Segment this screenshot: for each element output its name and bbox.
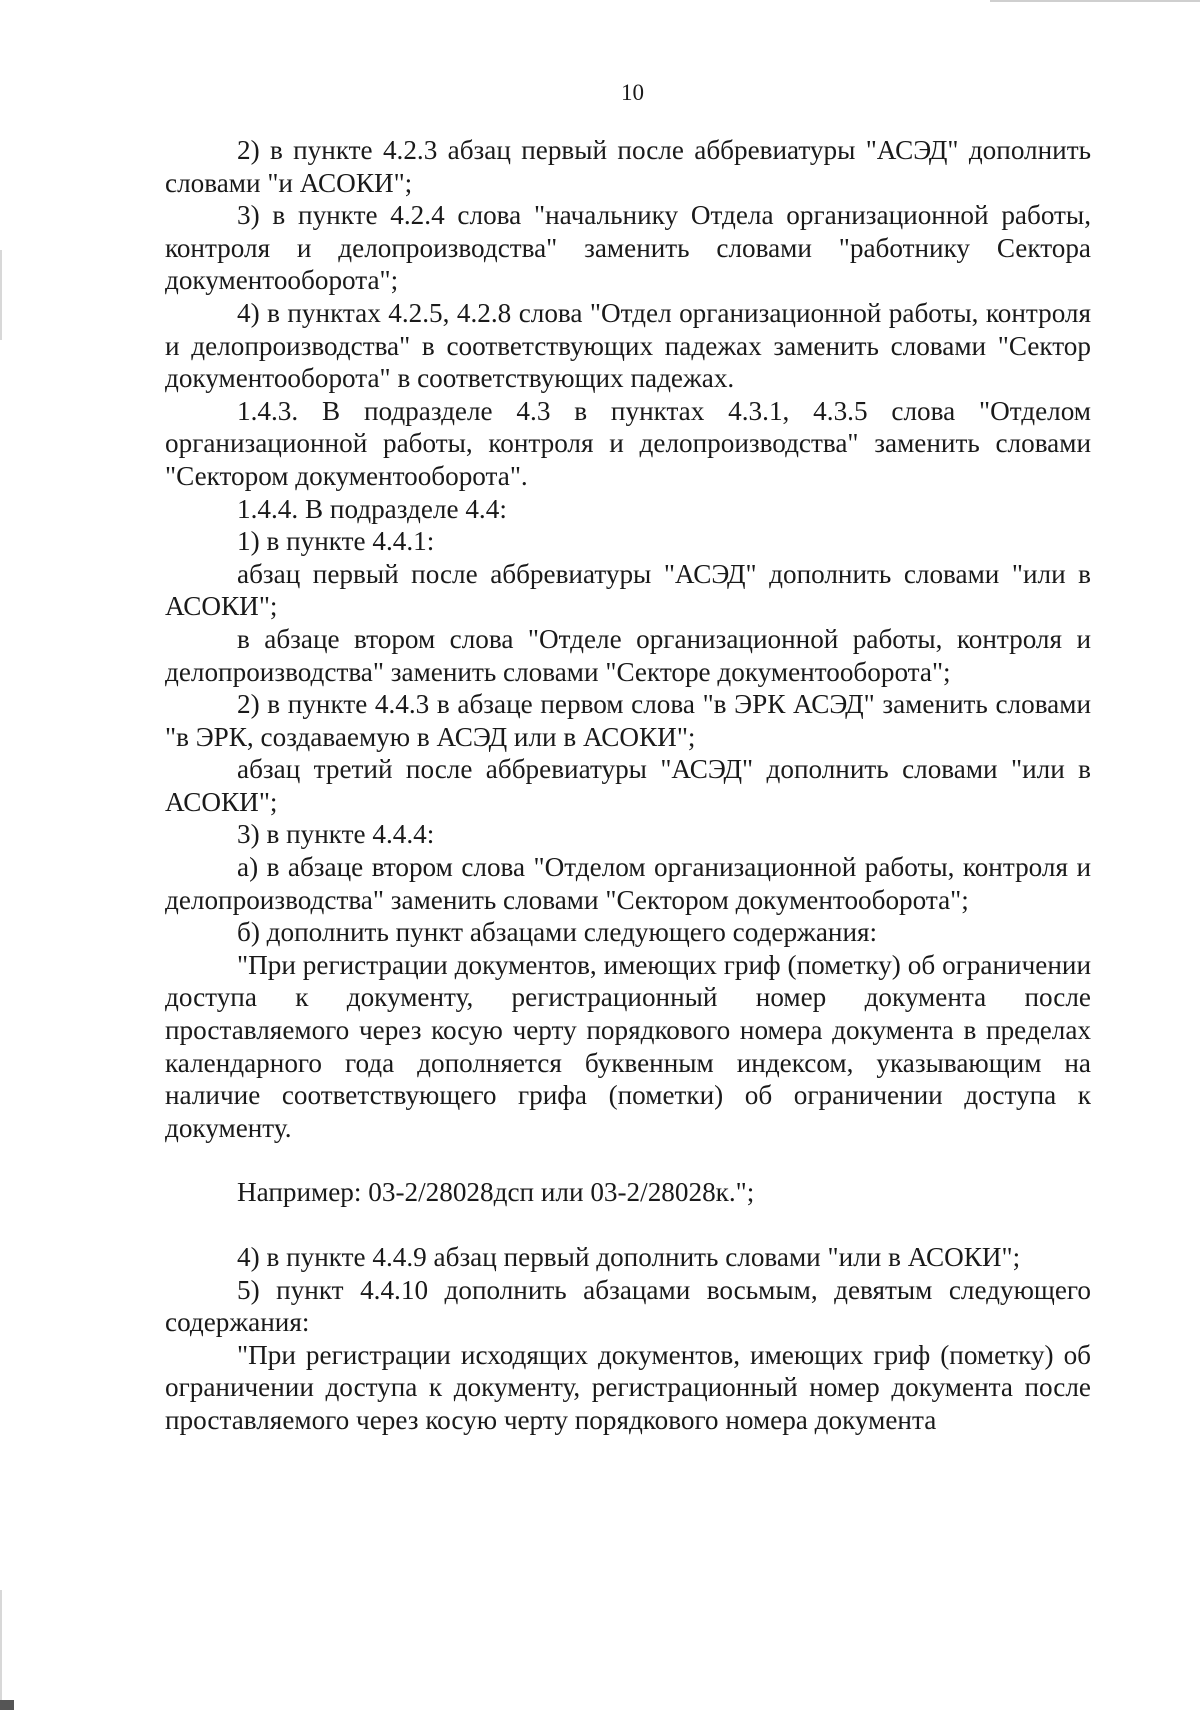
paragraph: 4) в пунктах 4.2.5, 4.2.8 слова "Отдел организационной работы, контроля и делопроизводства" в соответствующих падежах заменить словами "Сектор документооборота" в соответствующих падежах. xyxy=(165,297,1091,394)
paragraph: 4) в пункте 4.4.9 абзац первый дополнить словами "или в АСОКИ"; xyxy=(237,1242,1021,1272)
scan-edge-top xyxy=(990,0,1200,2)
scan-edge-left-lower xyxy=(0,1590,2,1700)
paragraph: б) дополнить пункт абзацами следующего содержания: xyxy=(237,917,878,948)
paragraph: 1.4.3. В подразделе 4.3 в пунктах 4.3.1, 4.3.5 слова "Отделом организационной работы, контроля и делопроизводства" заменить словами "Сектором документооборота". xyxy=(165,395,1091,491)
example-paragraph: Например: 03-2/28028дсп или 03-2/28028к."; xyxy=(237,1177,755,1208)
quoted-paragraph: "При регистрации исходящих документов, имеющих гриф (пометку) об ограничении доступа к документу, регистрационный номер документа после проставляемого через косую черту порядкового номера документа xyxy=(165,1339,1091,1435)
document-body xyxy=(165,134,1091,1437)
scan-edge-left xyxy=(0,250,2,340)
spacer xyxy=(165,1144,1091,1176)
paragraph: а) в абзаце втором слова "Отделом организационной работы, контроля и делопроизводства" заменить словами "Сектором документооборота"; xyxy=(165,852,1091,915)
paragraph: 2) в пункте 4.4.3 в абзаце первом слова "в ЭРК АСЭД" заменить словами "в ЭРК, создаваемую в АСЭД или в АСОКИ"; xyxy=(165,689,1091,752)
page-number: 10 xyxy=(621,80,644,105)
paragraph: 3) в пункте 4.4.4: xyxy=(237,819,435,850)
scan-mark xyxy=(0,1700,14,1710)
paragraph: в абзаце втором слова "Отделе организационной работы, контроля и делопроизводства" заменить словами "Секторе документооборота"; xyxy=(165,623,1091,687)
paragraph: 5) пункт 4.4.10 дополнить абзацами восьмым, девятым следующего содержания: xyxy=(165,1274,1091,1338)
spacer xyxy=(165,1209,1091,1241)
paragraph: 2) в пункте 4.2.3 абзац первый после аббревиатуры "АСЭД" дополнить словами "и АСОКИ"; xyxy=(165,135,1091,198)
paragraph: абзац первый после аббревиатуры "АСЭД" дополнить словами "или в АСОКИ"; xyxy=(165,558,1091,622)
paragraph: 1.4.4. В подразделе 4.4: xyxy=(237,493,507,524)
paragraph: 3) в пункте 4.2.4 слова "начальнику Отдела организационной работы, контроля и делопроизводства" заменить словами "работнику Сектора документооборота"; xyxy=(165,200,1091,296)
quoted-paragraph: "При регистрации документов, имеющих гриф (пометку) об ограничении доступа к документу, регистрационный номер документа после проставляемого через косую черту порядкового номера документа в пределах календарного года дополняется буквенным индексом, указывающим на наличие соответствующего грифа (пометки) об ограничении доступа к документу. xyxy=(165,949,1091,1143)
paragraph: абзац третий после аббревиатуры "АСЭД" дополнить словами "или в АСОКИ"; xyxy=(165,754,1091,817)
paragraph: 1) в пункте 4.4.1: xyxy=(237,526,435,557)
